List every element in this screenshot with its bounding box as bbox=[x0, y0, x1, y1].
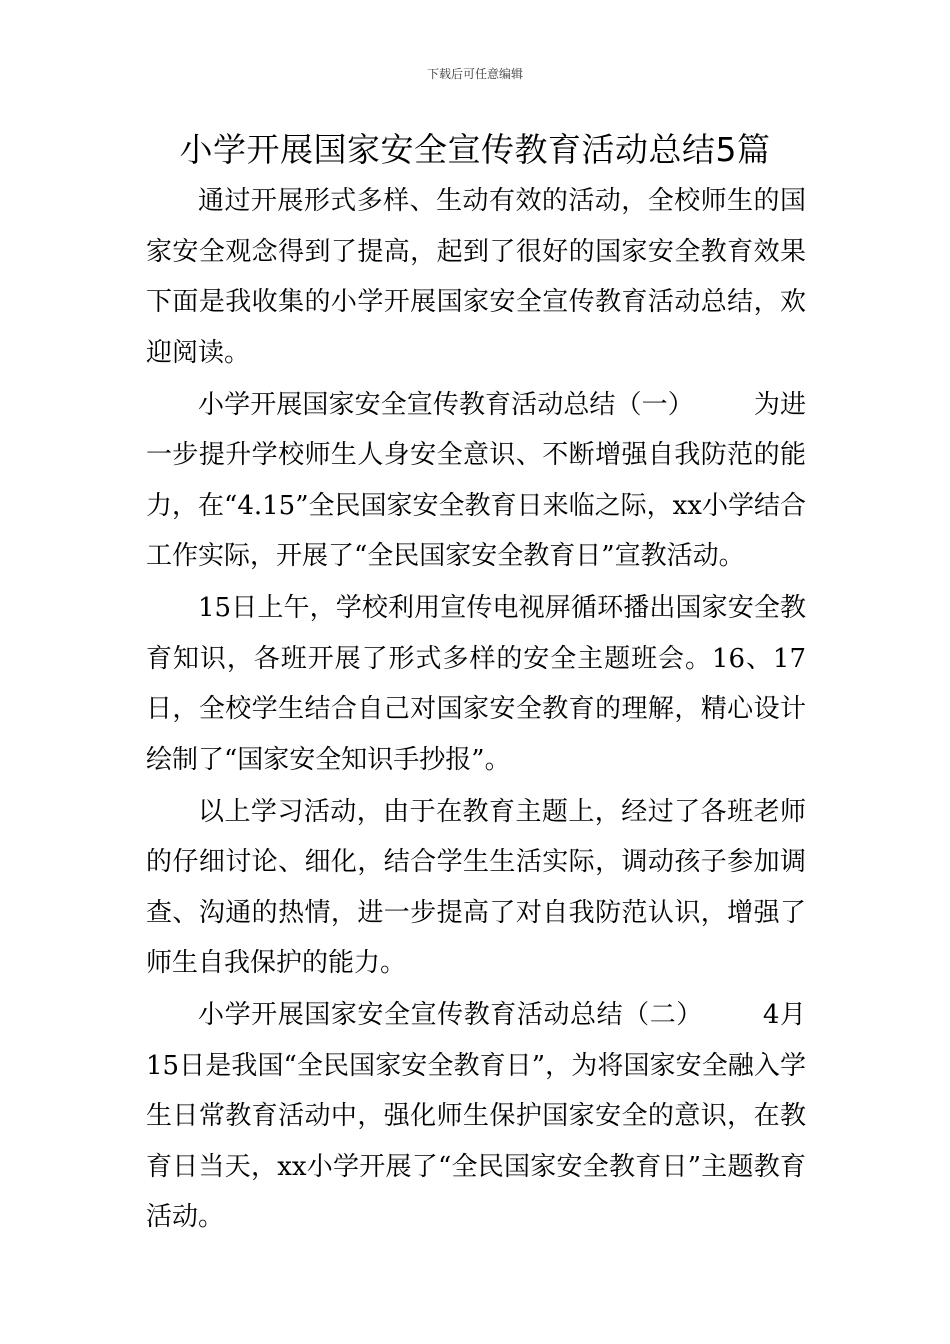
paragraph-text: 以上学习活动，由于在教育主题上，经过了各班老师的仔细讨论、细化，结合学生生活实际，调动孩子参加调查、沟通的热情，进一步提高了对自我防范认识，增强了师生自我保护的能力。 bbox=[146, 796, 806, 978]
document-title: 小学开展国家安全宣传教育活动总结5篇 bbox=[179, 130, 771, 169]
paragraph-text: 通过开展形式多样、生动有效的活动，全校师生的国家安全观念得到了提高，起到了很好的国家安全教育效果下面是我收集的小学开展国家安全宣传教育活动总结，欢迎阅读。 bbox=[146, 186, 806, 368]
section-heading: 小学开展国家安全宣传教育活动总结（二） bbox=[198, 1000, 703, 1030]
paragraph-text: 15日上午，学校利用宣传电视屏循环播出国家安全教育知识，各班开展了形式多样的安全主题班会。16、17日，全校学生结合自己对国家安全教育的理解，精心设计绘制了“国家安全知识手抄报”。 bbox=[146, 593, 806, 775]
section-heading: 小学开展国家安全宣传教育活动总结（一） bbox=[198, 389, 694, 420]
paragraph-text: 4月15日是我国“全民国家安全教育日”，为将国家安全融入学生日常教育活动中，强化师生保护国家安全的意识，在教育日当天，xx小学开展了“全民国家安全教育日”主题教育活动。 bbox=[146, 1000, 806, 1232]
document-body bbox=[146, 176, 806, 1244]
paragraph-text: 为进一步提升学校师生人身安全意识、不断增强自我防范的能力，在“4.15”全民国家安全教育日来临之际，xx小学结合工作实际，开展了“全民国家安全教育日”宣教活动。 bbox=[146, 389, 806, 571]
paragraph-summary-two bbox=[146, 990, 806, 1243]
paragraph-summary-one bbox=[146, 380, 806, 582]
header-note: 下载后可任意编辑 bbox=[426, 67, 523, 81]
paragraph-intro bbox=[146, 176, 806, 378]
paragraph-results bbox=[146, 787, 806, 989]
paragraph-activities bbox=[146, 583, 806, 785]
